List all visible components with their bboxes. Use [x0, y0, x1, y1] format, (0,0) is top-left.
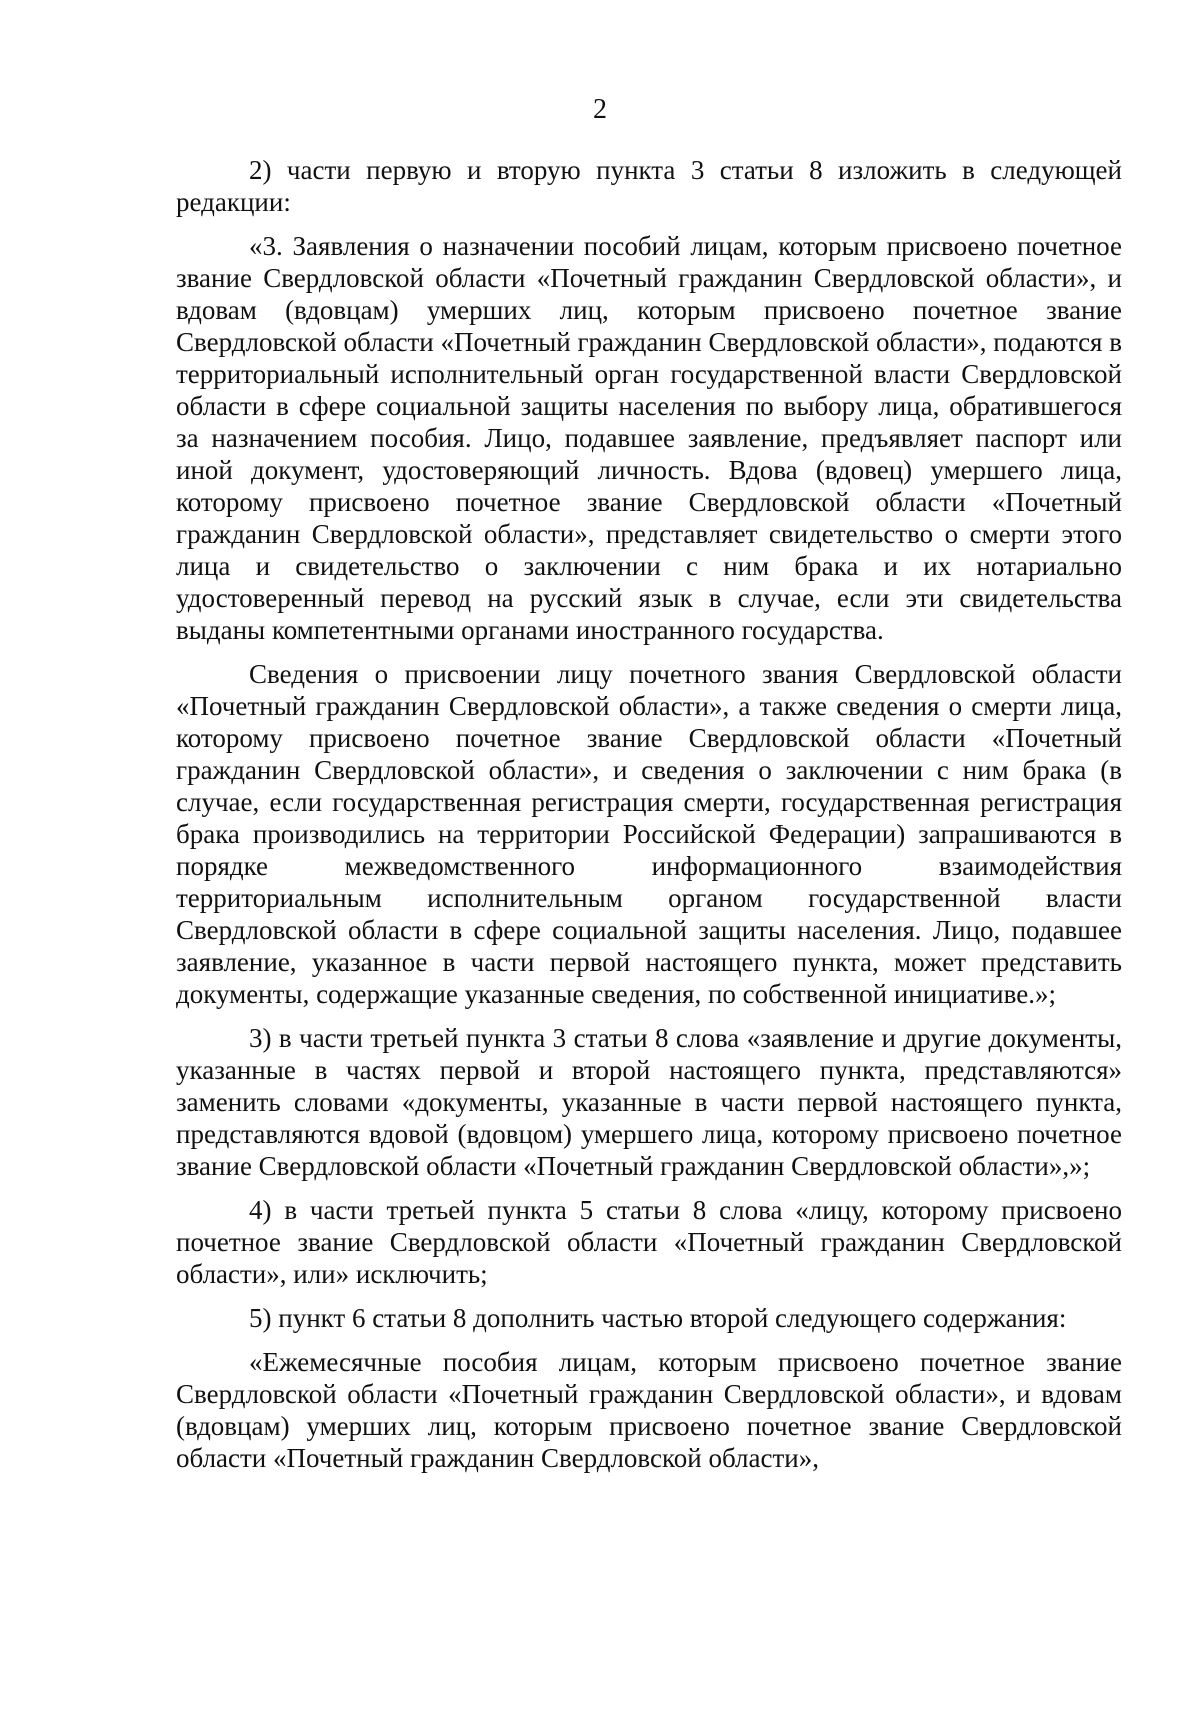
paragraph-monthly-benefits: «Ежемесячные пособия лицам, которым присвоено почетное звание Свердловской области «Почетный гражданин Свердловской области», и вдовам (вдовцам) умерших лиц, которым присвоено почетное звание Свердловской области «Почетный гражданин Свердловской области»,	[176, 1347, 1122, 1473]
paragraph-information: Сведения о присвоении лицу почетного звания Свердловской области «Почетный гражданин Свердловской области», а также сведения о смерти лица, которому присвоено почетное звание Свердловской области «Почетный гражданин Свердловской области», и сведения о заключении с ним брака (в случае, если государственная регистрация смерти, государственная регистрация брака производились на территории Российской Федерации) запрашиваются в порядке межведомственного информационного взаимодействия территориальным исполнительным органом государственной власти Свердловской области в сфере социальной защиты населения. Лицо, подавшее заявление, указанное в части первой настоящего пункта, может представить документы, содержащие указанные сведения, по собственной инициативе.»;	[176, 659, 1122, 1009]
paragraph-item-5: 5) пункт 6 статьи 8 дополнить частью второй следующего содержания:	[249, 1303, 1067, 1333]
paragraph-item-4: 4) в части третьей пункта 5 статьи 8 слова «лицу, которому присвоено почетное звание Свердловской области «Почетный гражданин Свердловской области», или» исключить;	[176, 1195, 1122, 1289]
page-number: 2	[593, 94, 607, 125]
paragraph-item-2: 2) части первую и вторую пункта 3 статьи 8 изложить в следующей редакции:	[176, 155, 1122, 217]
paragraph-item-3: 3) в части третьей пункта 3 статьи 8 слова «заявление и другие документы, указанные в частях первой и второй настоящего пункта, представляются» заменить словами «документы, указанные в части первой настоящего пункта, представляются вдовой (вдовцом) умершего лица, которому присвоено почетное звание Свердловской области «Почетный гражданин Свердловской области»,»;	[176, 1023, 1122, 1181]
document-body	[176, 154, 1122, 1474]
paragraph-applications: «3. Заявления о назначении пособий лицам, которым присвоено почетное звание Свердловской области «Почетный гражданин Свердловской области», и вдовам (вдовцам) умерших лиц, которым присвоено почетное звание Свердловской области «Почетный гражданин Свердловской области», подаются в территориальный исполнительный орган государственной власти Свердловской области в сфере социальной защиты населения по выбору лица, обратившегося за назначением пособия. Лицо, подавшее заявление, предъявляет паспорт или иной документ, удостоверяющий личность. Вдова (вдовец) умершего лица, которому присвоено почетное звание Свердловской области «Почетный гражданин Свердловской области», представляет свидетельство о смерти этого лица и свидетельство о заключении с ним брака и их нотариально удостоверенный перевод на русский язык в случае, если эти свидетельства выданы компетентными органами иностранного государства.	[176, 231, 1122, 645]
